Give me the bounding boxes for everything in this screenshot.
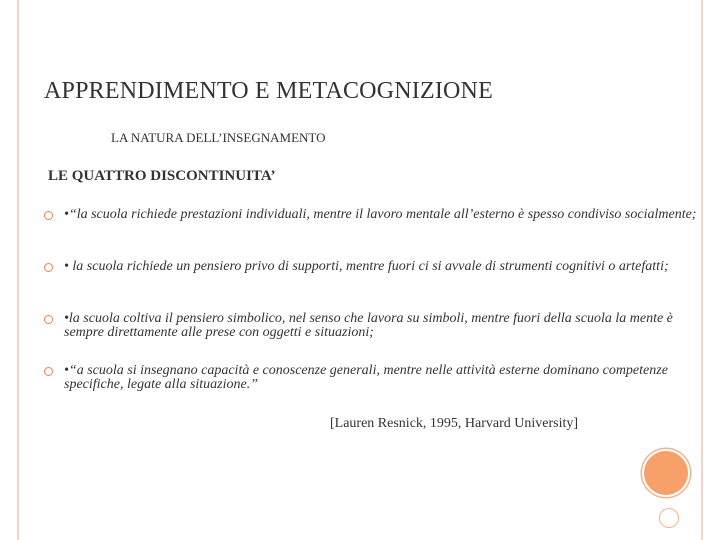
citation: [Lauren Resnick, 1995, Harvard University] [330, 416, 579, 431]
circle-bullet-icon [44, 367, 53, 376]
circle-bullet-icon [44, 315, 53, 324]
decorative-circle-small-icon [659, 508, 679, 528]
bullet-text: •“la scuola richiede prestazioni individuali, mentre il lavoro mentale all’esterno è spesso condiviso socialmente; [64, 207, 697, 222]
circle-bullet-icon [44, 263, 53, 272]
slide-title: APPRENDIMENTO E METACOGNIZIONE [44, 78, 493, 104]
circle-bullet-icon [44, 211, 53, 220]
bullet-text: • la scuola richiede un pensiero privo di supporti, mentre fuori ci si avvale di strumenti cognitivi o artefatti; [64, 259, 669, 274]
slide-subtitle: LA NATURA DELL’INSEGNAMENTO [111, 130, 326, 145]
section-heading: LE QUATTRO DISCONTINUITA’ [48, 168, 276, 184]
bullet-text: •la scuola coltiva il pensiero simbolico, nel senso che lavora su simboli, mentre fuori della scuola la mente è sempre direttamente alle prese con oggetti e situazioni; [64, 311, 673, 340]
bullet-text: •“a scuola si insegnano capacità e conoscenze generali, mentre nelle attività esterne dominano competenze specifiche, legate alla situazione.” [64, 363, 668, 392]
decorative-circle-large-icon [642, 449, 690, 497]
